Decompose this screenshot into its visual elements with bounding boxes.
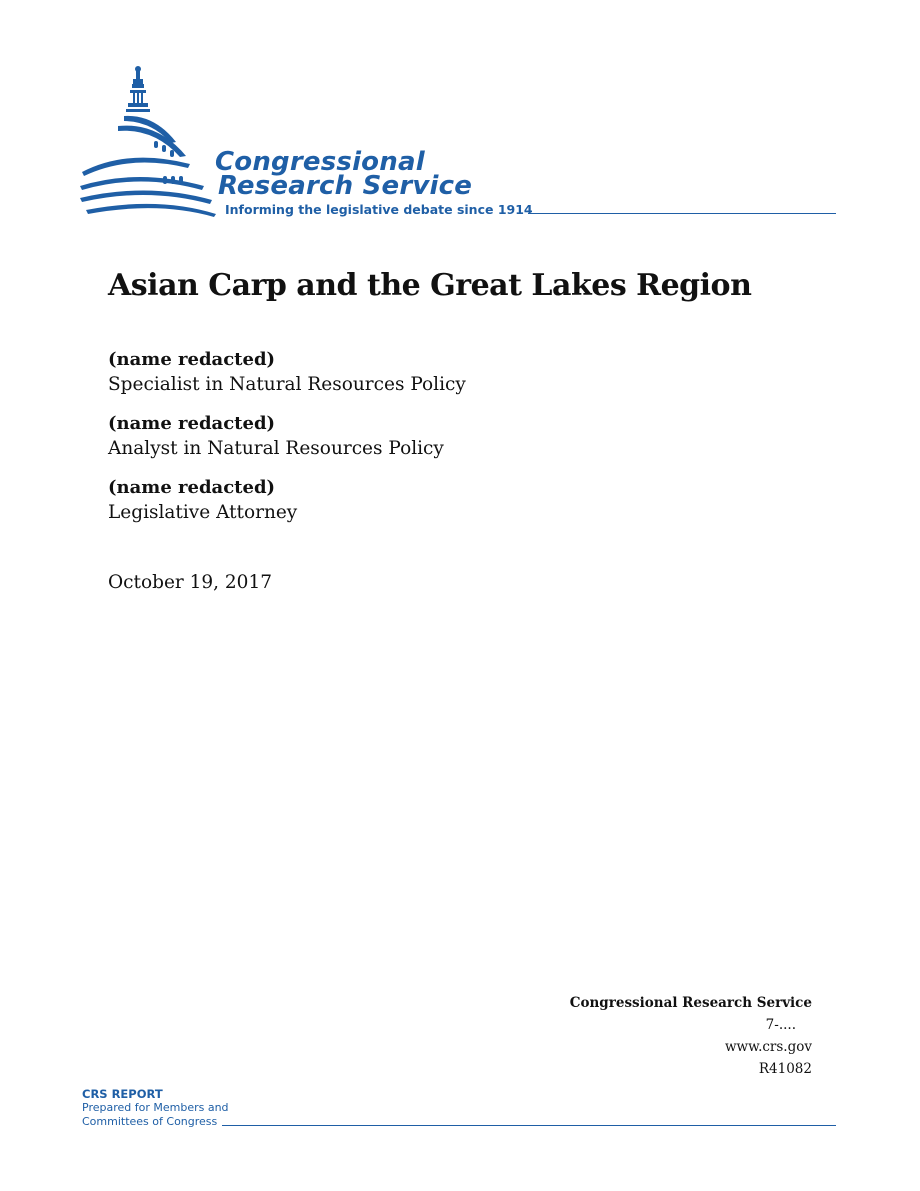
author-entry (108, 476, 708, 526)
author-role: Specialist in Natural Resources Policy (108, 374, 466, 395)
footer-line-committees: Committees of Congress (82, 1115, 218, 1128)
author-list (108, 348, 708, 540)
author-name: (name redacted) (108, 349, 276, 370)
info-website-link[interactable]: www.crs.gov (725, 1039, 812, 1055)
report-info (570, 992, 812, 1080)
footer-line-prepared: Prepared for Members and (82, 1101, 229, 1114)
author-name: (name redacted) (108, 413, 276, 434)
crs-logo (78, 64, 838, 224)
author-role: Analyst in Natural Resources Policy (108, 438, 444, 459)
footer-rule (222, 1125, 836, 1126)
capitol-dome-icon (78, 64, 218, 220)
report-title: Asian Carp and the Great Lakes Region (108, 268, 752, 303)
author-name: (name redacted) (108, 477, 276, 498)
logo-tagline: Informing the legislative debate since 1914 (225, 202, 533, 217)
author-role: Legislative Attorney (108, 502, 298, 523)
author-entry (108, 412, 708, 462)
info-report-number: R41082 (758, 1061, 812, 1077)
crs-report-footer (82, 1087, 229, 1129)
logo-research-service: Research Service (218, 171, 473, 201)
tagline-rule (528, 213, 836, 214)
info-org: Congressional Research Service (569, 995, 812, 1011)
author-entry (108, 348, 708, 398)
logo-congressional: Congressional (215, 147, 425, 177)
info-phone: 7-.... (765, 1017, 796, 1033)
footer-report-label: CRS REPORT (82, 1087, 163, 1101)
report-date: October 19, 2017 (108, 572, 272, 593)
